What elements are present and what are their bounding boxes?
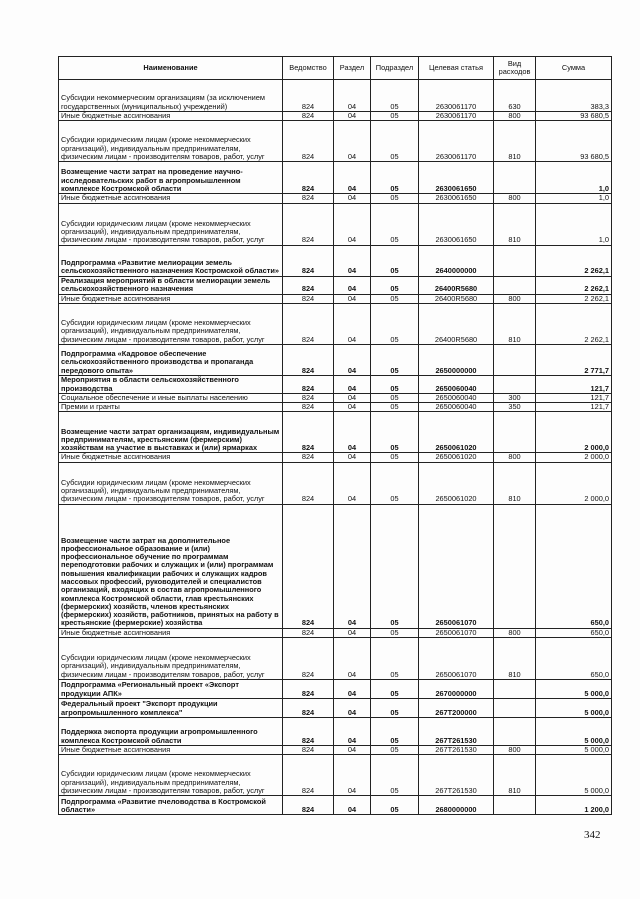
cell-celevaya-statya: 2640000000 (419, 245, 494, 276)
table-row (59, 294, 612, 303)
cell-name: Субсидии юридическим лицам (кроме некоммерческих организаций), индивидуальным предпринимателям, физическим лицам - производителям товаров, работ, услуг (59, 462, 283, 504)
cell-summa: 93 680,5 (536, 121, 612, 162)
cell-summa: 93 680,5 (536, 112, 612, 121)
table-row (59, 203, 612, 245)
table-row (59, 453, 612, 462)
cell-razdel: 04 (334, 462, 371, 504)
cell-vid-raskhodov (494, 412, 536, 453)
cell-name: Субсидии юридическим лицам (кроме некоммерческих организаций), индивидуальным предпринимателям, физическим лицам - производителям товаров, работ, услуг (59, 121, 283, 162)
cell-podrazdel: 05 (371, 245, 419, 276)
cell-celevaya-statya: 2650060040 (419, 375, 494, 393)
header-summa: Сумма (536, 57, 612, 80)
cell-name: Социальное обеспечение и иные выплаты населению (59, 393, 283, 402)
table-row (59, 628, 612, 637)
cell-vedomstvo: 824 (283, 755, 334, 796)
table-row (59, 638, 612, 680)
cell-celevaya-statya: 267T261530 (419, 755, 494, 796)
cell-vedomstvo: 824 (283, 680, 334, 699)
cell-summa: 2 262,1 (536, 276, 612, 294)
cell-summa: 650,0 (536, 628, 612, 637)
cell-razdel: 04 (334, 746, 371, 755)
cell-vedomstvo: 824 (283, 194, 334, 203)
cell-summa: 2 000,0 (536, 453, 612, 462)
cell-name: Мероприятия в области сельскохозяйственного производства (59, 375, 283, 393)
cell-celevaya-statya: 2680000000 (419, 796, 494, 815)
cell-name: Субсидии юридическим лицам (кроме некоммерческих организаций), индивидуальным предпринимателям, физическим лицам - производителям товаров, работ, услуг (59, 755, 283, 796)
cell-celevaya-statya: 2650060040 (419, 393, 494, 402)
cell-name: Реализация мероприятий в области мелиорации земель сельскохозяйственного назначения (59, 276, 283, 294)
cell-celevaya-statya: 2630061650 (419, 194, 494, 203)
cell-razdel: 04 (334, 680, 371, 699)
cell-razdel: 04 (334, 112, 371, 121)
cell-razdel: 04 (334, 718, 371, 746)
cell-celevaya-statya: 2650061070 (419, 638, 494, 680)
cell-podrazdel: 05 (371, 294, 419, 303)
cell-summa: 5 000,0 (536, 746, 612, 755)
cell-podrazdel: 05 (371, 303, 419, 344)
cell-razdel: 04 (334, 699, 371, 718)
cell-summa: 2 771,7 (536, 344, 612, 375)
cell-summa: 1 200,0 (536, 796, 612, 815)
table-body (59, 80, 612, 815)
table-row (59, 303, 612, 344)
table-row (59, 121, 612, 162)
cell-summa: 5 000,0 (536, 718, 612, 746)
cell-vid-raskhodov: 800 (494, 194, 536, 203)
cell-vedomstvo: 824 (283, 203, 334, 245)
cell-razdel: 04 (334, 303, 371, 344)
cell-celevaya-statya: 2650000000 (419, 344, 494, 375)
cell-summa: 2 000,0 (536, 412, 612, 453)
table-row (59, 194, 612, 203)
table-row (59, 245, 612, 276)
cell-vedomstvo: 824 (283, 393, 334, 402)
table-row (59, 755, 612, 796)
cell-vid-raskhodov (494, 680, 536, 699)
cell-celevaya-statya: 2650061020 (419, 453, 494, 462)
cell-vedomstvo: 824 (283, 699, 334, 718)
table-row (59, 412, 612, 453)
cell-summa: 650,0 (536, 638, 612, 680)
cell-celevaya-statya: 2630061170 (419, 80, 494, 112)
cell-razdel: 04 (334, 121, 371, 162)
cell-celevaya-statya: 2630061170 (419, 121, 494, 162)
cell-vedomstvo: 824 (283, 303, 334, 344)
cell-vid-raskhodov: 800 (494, 453, 536, 462)
header-name: Наименование (59, 57, 283, 80)
cell-summa: 5 000,0 (536, 755, 612, 796)
cell-vedomstvo: 824 (283, 294, 334, 303)
cell-podrazdel: 05 (371, 393, 419, 402)
cell-vid-raskhodov: 800 (494, 628, 536, 637)
budget-table (58, 56, 612, 815)
table-row (59, 699, 612, 718)
cell-name: Возмещение части затрат на проведение научно-исследовательских работ в агропромышленном комплексе Костромской области (59, 162, 283, 194)
cell-celevaya-statya: 2630061650 (419, 203, 494, 245)
cell-vedomstvo: 824 (283, 245, 334, 276)
cell-vid-raskhodov: 810 (494, 755, 536, 796)
cell-celevaya-statya: 26400R5680 (419, 303, 494, 344)
cell-name: Поддержка экспорта продукции агропромышленного комплекса Костромской области (59, 718, 283, 746)
cell-podrazdel: 05 (371, 755, 419, 796)
cell-vedomstvo: 824 (283, 375, 334, 393)
cell-name: Возмещение части затрат организациям, индивидуальным предпринимателям, крестьянским (фермерским) хозяйствам на участие в выставках и (или) ярмарках (59, 412, 283, 453)
cell-vid-raskhodov (494, 276, 536, 294)
cell-vid-raskhodov (494, 245, 536, 276)
cell-vid-raskhodov: 810 (494, 121, 536, 162)
cell-podrazdel: 05 (371, 462, 419, 504)
cell-vedomstvo: 824 (283, 112, 334, 121)
cell-celevaya-statya: 267T200000 (419, 699, 494, 718)
cell-celevaya-statya: 2650061020 (419, 412, 494, 453)
cell-podrazdel: 05 (371, 628, 419, 637)
cell-name: Иные бюджетные ассигнования (59, 294, 283, 303)
cell-vid-raskhodov: 810 (494, 638, 536, 680)
cell-podrazdel: 05 (371, 203, 419, 245)
cell-summa: 121,7 (536, 403, 612, 412)
cell-name: Иные бюджетные ассигнования (59, 194, 283, 203)
cell-name: Субсидии юридическим лицам (кроме некоммерческих организаций), индивидуальным предпринимателям, физическим лицам - производителям товаров, работ, услуг (59, 203, 283, 245)
table-row (59, 796, 612, 815)
cell-razdel: 04 (334, 276, 371, 294)
cell-podrazdel: 05 (371, 453, 419, 462)
cell-summa: 5 000,0 (536, 699, 612, 718)
cell-podrazdel: 05 (371, 638, 419, 680)
cell-vid-raskhodov (494, 718, 536, 746)
cell-celevaya-statya: 26400R5680 (419, 294, 494, 303)
cell-vedomstvo: 824 (283, 121, 334, 162)
cell-razdel: 04 (334, 393, 371, 402)
cell-vedomstvo: 824 (283, 628, 334, 637)
cell-summa: 121,7 (536, 375, 612, 393)
cell-podrazdel: 05 (371, 162, 419, 194)
table-row (59, 462, 612, 504)
cell-razdel: 04 (334, 504, 371, 628)
cell-summa: 383,3 (536, 80, 612, 112)
cell-celevaya-statya: 267T261530 (419, 718, 494, 746)
table-header-row (59, 57, 612, 80)
cell-celevaya-statya: 2630061650 (419, 162, 494, 194)
cell-podrazdel: 05 (371, 746, 419, 755)
cell-razdel: 04 (334, 796, 371, 815)
cell-podrazdel: 05 (371, 699, 419, 718)
cell-vid-raskhodov: 810 (494, 462, 536, 504)
table-row (59, 393, 612, 402)
cell-name: Подпрограмма «Развитие мелиорации земель сельскохозяйственного назначения Костромской области» (59, 245, 283, 276)
header-celevaya-statya: Целевая статья (419, 57, 494, 80)
cell-vid-raskhodov: 800 (494, 294, 536, 303)
cell-podrazdel: 05 (371, 680, 419, 699)
cell-podrazdel: 05 (371, 112, 419, 121)
cell-podrazdel: 05 (371, 796, 419, 815)
cell-razdel: 04 (334, 194, 371, 203)
cell-summa: 5 000,0 (536, 680, 612, 699)
page-number: 342 (584, 829, 601, 841)
cell-vid-raskhodov: 810 (494, 203, 536, 245)
cell-vedomstvo: 824 (283, 638, 334, 680)
cell-celevaya-statya: 2650061070 (419, 504, 494, 628)
cell-summa: 2 000,0 (536, 462, 612, 504)
cell-summa: 650,0 (536, 504, 612, 628)
cell-summa: 1,0 (536, 194, 612, 203)
cell-celevaya-statya: 2650061070 (419, 628, 494, 637)
cell-razdel: 04 (334, 755, 371, 796)
cell-summa: 1,0 (536, 162, 612, 194)
cell-celevaya-statya: 2630061170 (419, 112, 494, 121)
cell-summa: 121,7 (536, 393, 612, 402)
cell-vedomstvo: 824 (283, 462, 334, 504)
cell-podrazdel: 05 (371, 412, 419, 453)
cell-name: Субсидии некоммерческим организациям (за исключением государственных (муниципальных) учреждений) (59, 80, 283, 112)
table-row (59, 746, 612, 755)
cell-razdel: 04 (334, 162, 371, 194)
cell-vedomstvo: 824 (283, 403, 334, 412)
cell-vedomstvo: 824 (283, 504, 334, 628)
table-row (59, 276, 612, 294)
cell-name: Возмещение части затрат на дополнительное профессиональное образование и (или) профессиональное обучение по программам переподготовки рабочих и служащих и (или) программам повышения квалификации рабочих и служащих кадров массовых профессий, руководителей и специалистов организаций, входящих в состав агропромышленного комплекса Костромской области, глав крестьянских (фермерских) хозяйств, членов крестьянских (фермерских) хозяйств, работников, принятых на работу в крестьянские (фермерские) хозяйства (59, 504, 283, 628)
cell-name: Иные бюджетные ассигнования (59, 628, 283, 637)
table-row (59, 80, 612, 112)
table-row (59, 112, 612, 121)
cell-vedomstvo: 824 (283, 344, 334, 375)
cell-podrazdel: 05 (371, 121, 419, 162)
cell-name: Субсидии юридическим лицам (кроме некоммерческих организаций), индивидуальным предпринимателям, физическим лицам - производителям товаров, работ, услуг (59, 303, 283, 344)
header-podrazdel: Подраздел (371, 57, 419, 80)
cell-celevaya-statya: 26400R5680 (419, 276, 494, 294)
cell-name: Субсидии юридическим лицам (кроме некоммерческих организаций), индивидуальным предпринимателям, физическим лицам - производителям товаров, работ, услуг (59, 638, 283, 680)
cell-razdel: 04 (334, 375, 371, 393)
cell-name: Премии и гранты (59, 403, 283, 412)
cell-vid-raskhodov (494, 504, 536, 628)
cell-razdel: 04 (334, 453, 371, 462)
cell-razdel: 04 (334, 294, 371, 303)
cell-vid-raskhodov: 810 (494, 303, 536, 344)
cell-podrazdel: 05 (371, 344, 419, 375)
cell-razdel: 04 (334, 80, 371, 112)
table-row (59, 718, 612, 746)
cell-summa: 2 262,1 (536, 245, 612, 276)
cell-vid-raskhodov (494, 375, 536, 393)
cell-vid-raskhodov (494, 344, 536, 375)
cell-summa: 1,0 (536, 203, 612, 245)
cell-podrazdel: 05 (371, 276, 419, 294)
cell-vedomstvo: 824 (283, 276, 334, 294)
cell-podrazdel: 05 (371, 718, 419, 746)
table-row (59, 162, 612, 194)
table-row (59, 403, 612, 412)
cell-vedomstvo: 824 (283, 746, 334, 755)
cell-vedomstvo: 824 (283, 80, 334, 112)
cell-razdel: 04 (334, 245, 371, 276)
header-vid-raskhodov: Вид расходов (494, 57, 536, 80)
cell-vid-raskhodov: 800 (494, 746, 536, 755)
table-row (59, 680, 612, 699)
cell-name: Подпрограмма «Региональный проект «Экспорт продукции АПК» (59, 680, 283, 699)
cell-name: Иные бюджетные ассигнования (59, 112, 283, 121)
cell-podrazdel: 05 (371, 504, 419, 628)
cell-celevaya-statya: 2670000000 (419, 680, 494, 699)
cell-name: Иные бюджетные ассигнования (59, 746, 283, 755)
cell-vid-raskhodov: 630 (494, 80, 536, 112)
header-vedomstvo: Ведомство (283, 57, 334, 80)
cell-celevaya-statya: 267T261530 (419, 746, 494, 755)
cell-podrazdel: 05 (371, 194, 419, 203)
cell-vedomstvo: 824 (283, 412, 334, 453)
cell-razdel: 04 (334, 638, 371, 680)
cell-vedomstvo: 824 (283, 162, 334, 194)
cell-razdel: 04 (334, 628, 371, 637)
cell-name: Подпрограмма «Развитие пчеловодства в Костромской области» (59, 796, 283, 815)
cell-name: Подпрограмма «Кадровое обеспечение сельскохозяйственного производства и пропаганда передового опыта» (59, 344, 283, 375)
cell-razdel: 04 (334, 344, 371, 375)
cell-celevaya-statya: 2650061020 (419, 462, 494, 504)
cell-celevaya-statya: 2650060040 (419, 403, 494, 412)
cell-vid-raskhodov (494, 796, 536, 815)
cell-name: Иные бюджетные ассигнования (59, 453, 283, 462)
cell-vid-raskhodov: 800 (494, 112, 536, 121)
cell-summa: 2 262,1 (536, 294, 612, 303)
cell-vid-raskhodov: 300 (494, 393, 536, 402)
cell-razdel: 04 (334, 203, 371, 245)
table-row (59, 504, 612, 628)
cell-vedomstvo: 824 (283, 796, 334, 815)
cell-name: Федеральный проект "Экспорт продукции агропромышленного комплекса" (59, 699, 283, 718)
cell-vid-raskhodov (494, 162, 536, 194)
table-row (59, 375, 612, 393)
cell-vedomstvo: 824 (283, 718, 334, 746)
cell-vid-raskhodov: 350 (494, 403, 536, 412)
cell-podrazdel: 05 (371, 375, 419, 393)
header-razdel: Раздел (334, 57, 371, 80)
cell-vid-raskhodov (494, 699, 536, 718)
cell-podrazdel: 05 (371, 80, 419, 112)
cell-razdel: 04 (334, 403, 371, 412)
table-row (59, 344, 612, 375)
cell-razdel: 04 (334, 412, 371, 453)
cell-podrazdel: 05 (371, 403, 419, 412)
cell-vedomstvo: 824 (283, 453, 334, 462)
cell-summa: 2 262,1 (536, 303, 612, 344)
